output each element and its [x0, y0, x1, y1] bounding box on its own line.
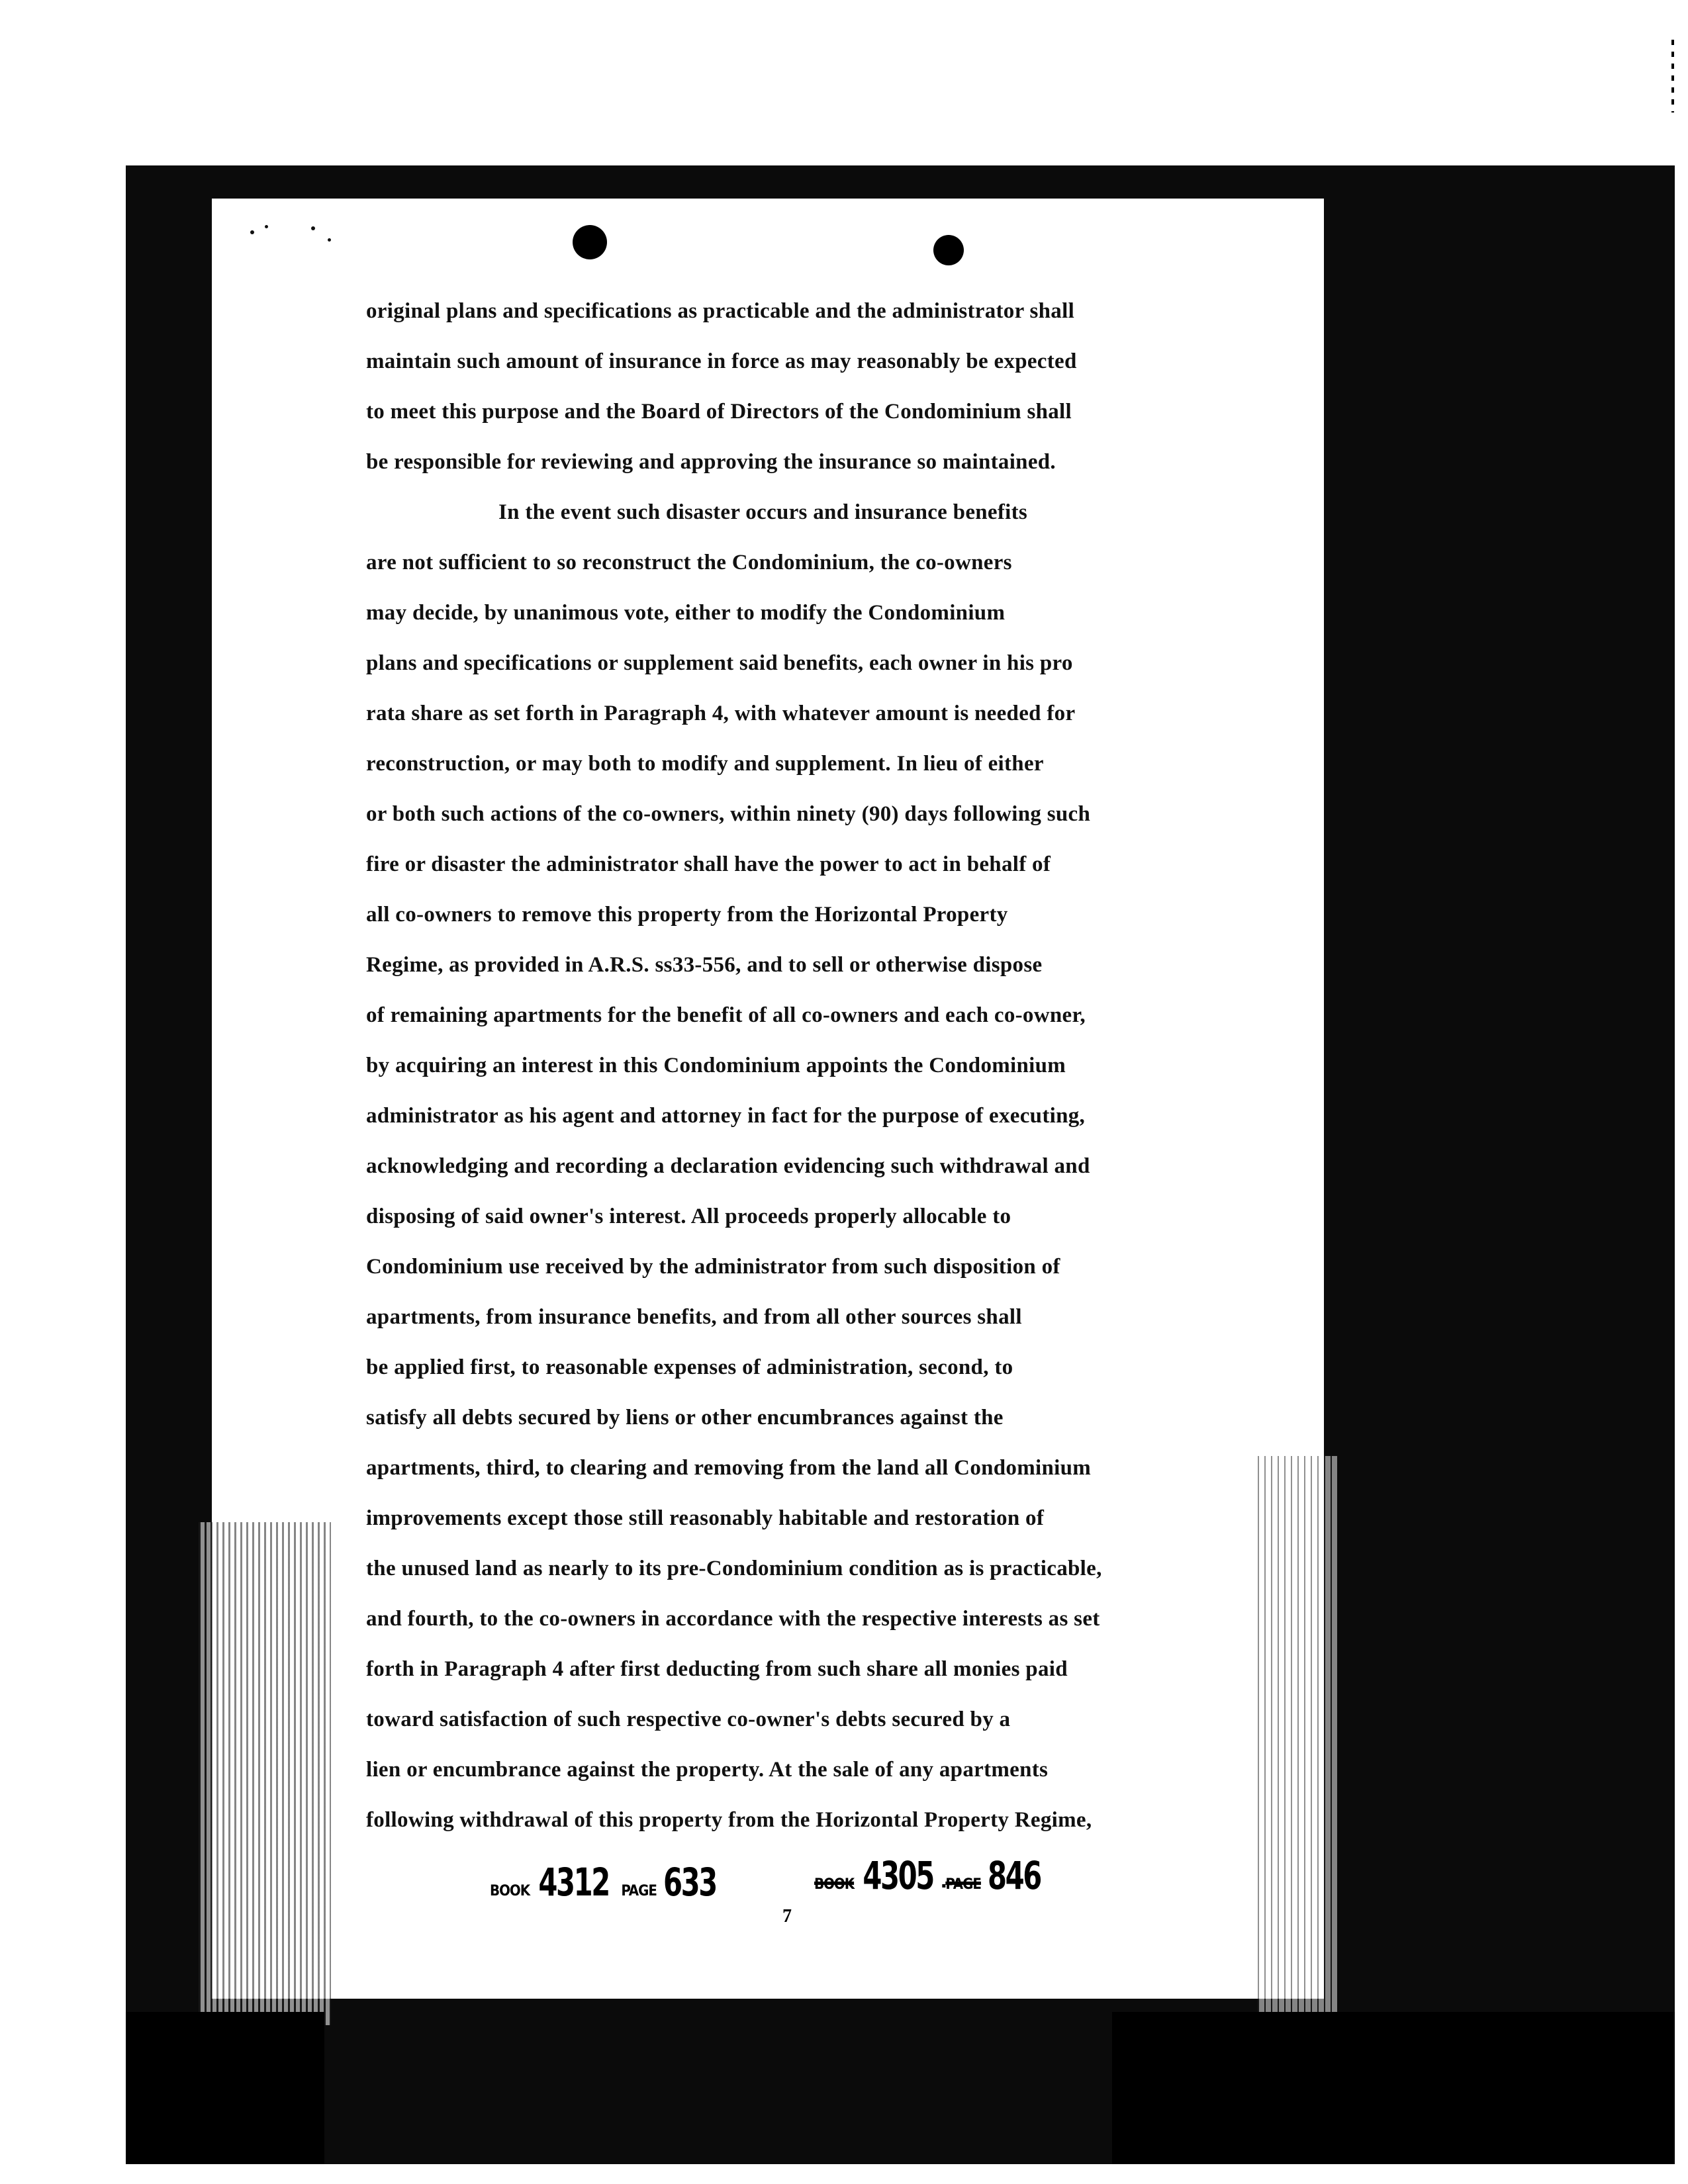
document-line: acknowledging and recording a declaration evidencing such withdrawal and	[366, 1154, 1090, 1178]
document-line: Regime, as provided in A.R.S. ss33-556, and to sell or otherwise dispose	[366, 953, 1043, 977]
page-number: 7	[782, 1906, 792, 1927]
punch-hole-left	[573, 225, 607, 259]
scan-speck	[265, 225, 268, 228]
document-page	[212, 199, 1324, 1999]
document-line: forth in Paragraph 4 after first deducting from such share all monies paid	[366, 1657, 1068, 1681]
document-line: and fourth, to the co-owners in accordance with the respective interests as set	[366, 1607, 1100, 1631]
document-line: be responsible for reviewing and approving the insurance so maintained.	[366, 450, 1056, 474]
page-label: PAGE	[945, 1876, 981, 1893]
book-page-stamp	[490, 1860, 723, 1905]
document-line: are not sufficient to so reconstruct the Condominium, the co-owners	[366, 551, 1012, 574]
document-line: disposing of said owner's interest. All proceeds properly allocable to	[366, 1205, 1011, 1228]
document-line: all co-owners to remove this property from the Horizontal Property	[366, 903, 1008, 927]
book-label: BOOK	[490, 1883, 530, 1899]
document-line: In the event such disaster occurs and insurance benefits	[498, 500, 1028, 524]
scan-edge-marks	[1671, 40, 1674, 113]
document-line: following withdrawal of this property from the Horizontal Property Regime,	[366, 1808, 1092, 1832]
page-ref-number: 633	[663, 1860, 716, 1905]
page-ref-number: 846	[987, 1853, 1041, 1898]
document-line: satisfy all debts secured by liens or other encumbrances against the	[366, 1406, 1004, 1430]
scan-speck	[328, 238, 331, 242]
document-line: the unused land as nearly to its pre-Condominium condition as is practicable,	[366, 1557, 1102, 1580]
superseded-book-page-stamp	[814, 1853, 1047, 1898]
page-label: PAGE	[621, 1883, 657, 1899]
document-body	[366, 286, 1293, 1845]
document-line: rata share as set forth in Paragraph 4, with whatever amount is needed for	[366, 702, 1076, 725]
scan-speck	[311, 226, 315, 230]
document-line: toward satisfaction of such respective co-owner's debts secured by a	[366, 1707, 1011, 1731]
document-line: by acquiring an interest in this Condominium appoints the Condominium	[366, 1054, 1066, 1077]
scan-speck	[250, 230, 254, 234]
book-number: 4312	[538, 1860, 609, 1905]
document-line: apartments, from insurance benefits, and from all other sources shall	[366, 1305, 1022, 1329]
punch-hole-right	[933, 235, 964, 265]
scan-shadow-right	[1258, 1456, 1337, 2038]
document-line: plans and specifications or supplement said benefits, each owner in his pro	[366, 651, 1073, 675]
document-line: administrator as his agent and attorney in fact for the purpose of executing,	[366, 1104, 1086, 1128]
document-line: may decide, by unanimous vote, either to modify the Condominium	[366, 601, 1006, 625]
document-line: improvements except those still reasonably habitable and restoration of	[366, 1506, 1045, 1530]
document-line: fire or disaster the administrator shall have the power to act in behalf of	[366, 852, 1051, 876]
document-line: to meet this purpose and the Board of Directors of the Condominium shall	[366, 400, 1072, 424]
scanner-corner-right	[1112, 2012, 1675, 2164]
scan-shadow-left	[199, 1522, 331, 2025]
scanner-corner-left	[126, 2012, 324, 2164]
document-line: maintain such amount of insurance in force as may reasonably be expected	[366, 349, 1077, 373]
document-line: be applied first, to reasonable expenses of administration, second, to	[366, 1355, 1013, 1379]
book-number: 4305	[863, 1853, 933, 1898]
document-line: original plans and specifications as practicable and the administrator shall	[366, 299, 1075, 323]
document-line: or both such actions of the co-owners, within ninety (90) days following such	[366, 802, 1091, 826]
book-label: BOOK	[814, 1876, 855, 1893]
document-line: lien or encumbrance against the property. At the sale of any apartments	[366, 1758, 1049, 1782]
document-line: reconstruction, or may both to modify and supplement. In lieu of either	[366, 752, 1044, 776]
document-line: of remaining apartments for the benefit of all co-owners and each co-owner,	[366, 1003, 1086, 1027]
document-line: apartments, third, to clearing and removing from the land all Condominium	[366, 1456, 1092, 1480]
document-line: Condominium use received by the administrator from such disposition of	[366, 1255, 1060, 1279]
